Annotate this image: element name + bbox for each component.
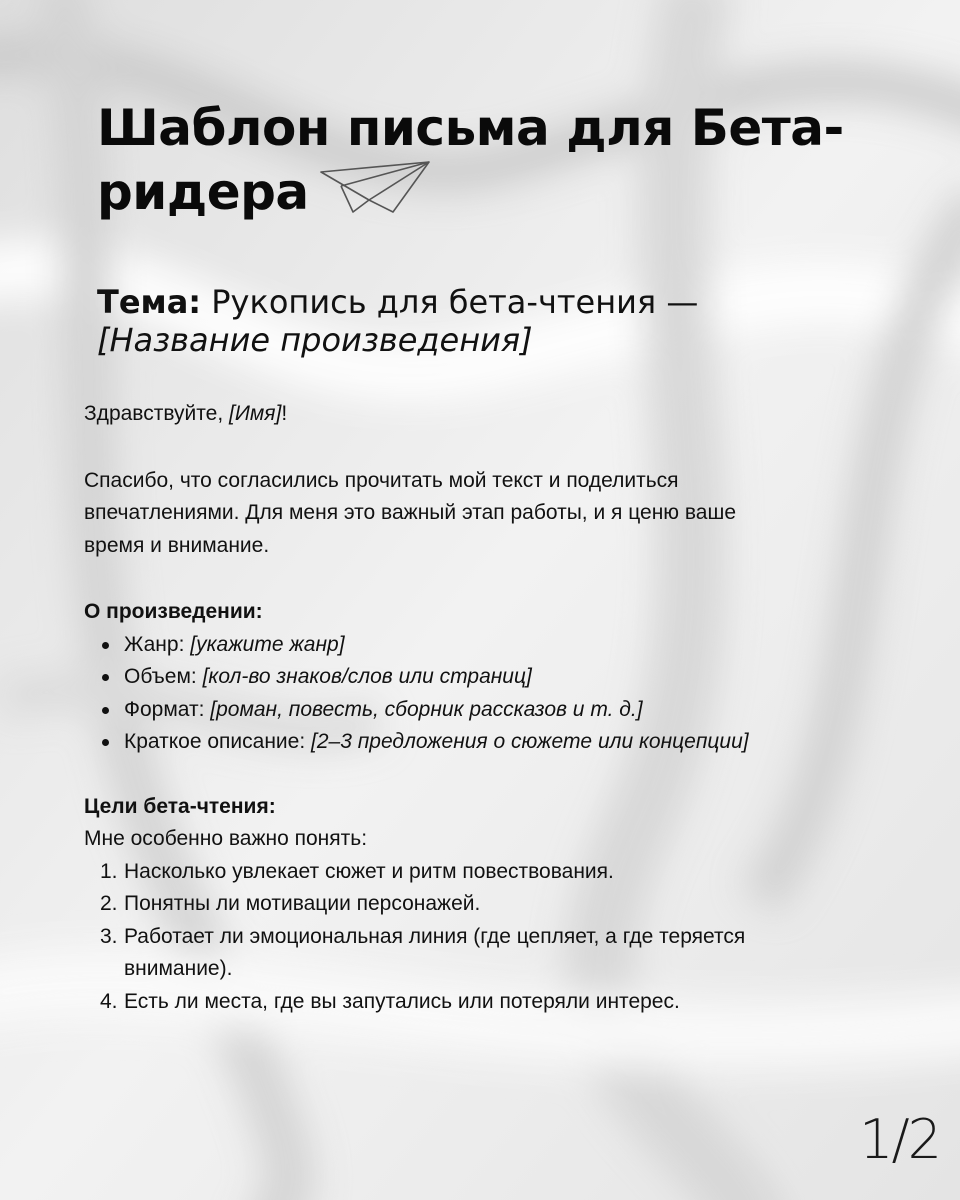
- item-number: 4.: [100, 989, 118, 1013]
- subject-label: Тема:: [97, 283, 202, 321]
- item-value: [роман, повесть, сборник рассказов и т. д.]: [210, 697, 643, 721]
- greeting-suffix: !: [281, 402, 288, 425]
- letter-body: [84, 398, 884, 1018]
- page-title: [97, 96, 897, 224]
- item-label: Формат:: [124, 697, 211, 721]
- item-number: 1.: [100, 859, 118, 883]
- item-number: 3.: [100, 924, 118, 948]
- subject-line-2: [97, 321, 897, 359]
- greeting-prefix: Здравствуйте,: [84, 402, 229, 425]
- page-indicator: 1/2: [859, 1108, 940, 1171]
- intro-paragraph: [84, 465, 884, 563]
- title-line-1: Шаблон письма для Бета-: [97, 99, 844, 157]
- greeting-name: [Имя]: [229, 402, 282, 425]
- goals-lead: Мне особенно важно понять:: [84, 827, 368, 850]
- list-item: [84, 694, 884, 727]
- item-text-continued: внимание).: [124, 957, 233, 980]
- about-heading: О произведении:: [84, 600, 263, 623]
- list-item: [84, 986, 884, 1019]
- goals-heading: Цели бета-чтения:: [84, 794, 276, 818]
- item-text: Понятны ли мотивации персонажей.: [124, 892, 481, 915]
- item-label: Объем:: [124, 665, 203, 688]
- subject-line: [97, 283, 897, 359]
- bullet-icon: [102, 642, 109, 649]
- subject-placeholder: [Название произведения]: [97, 321, 533, 359]
- item-value: [2–3 предложения о сюжете или концепции]: [311, 730, 749, 753]
- list-item: [84, 856, 884, 889]
- about-list: [84, 629, 884, 759]
- item-value: [укажите жанр]: [190, 632, 345, 656]
- title-line-2: [97, 160, 897, 224]
- item-label: Жанр:: [124, 632, 191, 656]
- bullet-icon: [102, 739, 109, 746]
- goals-list: [84, 856, 884, 1019]
- item-value: [кол-во знаков/слов или страниц]: [202, 665, 532, 688]
- item-text: Насколько увлекает сюжет и ритм повествования.: [124, 859, 614, 883]
- subject-text: Рукопись для бета-чтения —: [211, 283, 699, 321]
- subject-line-1: [97, 283, 897, 321]
- bullet-icon: [102, 707, 109, 714]
- list-item: [84, 661, 884, 694]
- bullet-icon: [102, 674, 109, 681]
- list-item: [84, 888, 884, 921]
- item-number: 2.: [100, 892, 118, 915]
- item-text: Работает ли эмоциональная линия (где цепляет, а где теряется: [124, 924, 746, 948]
- list-item: [84, 629, 884, 662]
- list-item: [84, 921, 884, 986]
- paper-plane-icon: [319, 160, 431, 216]
- item-label: Краткое описание:: [124, 730, 312, 753]
- intro-line-3: время и внимание.: [84, 533, 270, 557]
- list-item: [84, 726, 884, 759]
- intro-line-1: Спасибо, что согласились прочитать мой текст и поделиться: [84, 468, 679, 492]
- intro-line-2: впечатлениями. Для меня это важный этап работы, и я ценю ваше: [84, 501, 737, 524]
- title-line-2-text: ридера: [97, 163, 309, 221]
- item-text: Есть ли места, где вы запутались или потеряли интерес.: [124, 989, 680, 1013]
- greeting: [84, 398, 884, 431]
